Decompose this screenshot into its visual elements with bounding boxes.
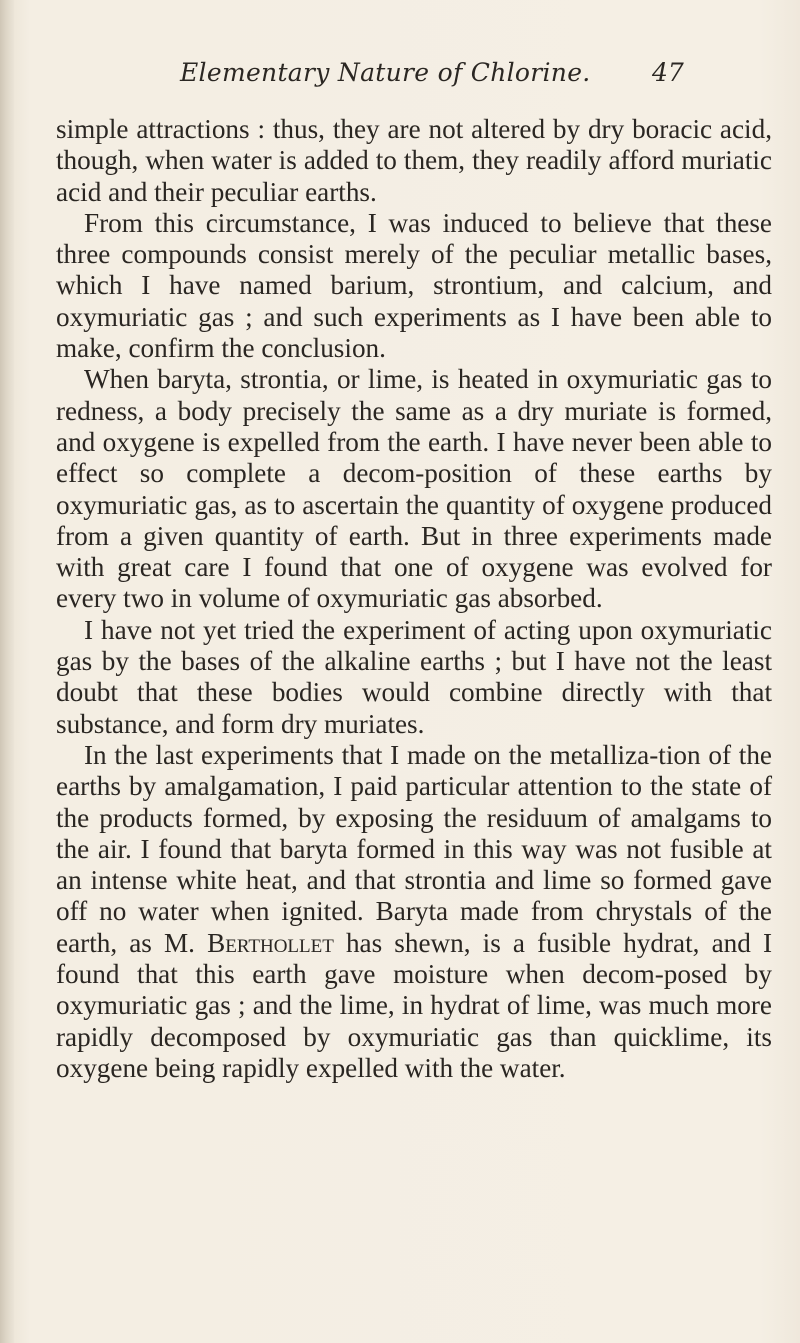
running-head — [0, 50, 800, 98]
page-number: 47 — [652, 58, 684, 87]
paragraph-2: From this circumstance, I was induced to believe that these three compounds consist merely of the peculiar metallic bases, which I have named barium, strontium, and calcium, and oxymuriatic gas ; and such experiments as I have been able to make, confirm the conclusion. — [56, 207, 772, 364]
paragraph-5-text-before: In the last experiments that I made on the metalliza-tion of the earths by amalgamation, I paid particular attention to the state of the products formed, by exposing the residuum of amalgams to the air. I found that baryta formed in this way was not fusible at an intense white heat, and that strontia and lime so formed gave off no water when ignited. Baryta made from chrystals of the earth, as M. — [56, 739, 772, 958]
paragraph-3: When baryta, strontia, or lime, is heated in oxymuriatic gas to redness, a body precisely the same as a dry muriate is formed, and oxygene is expelled from the earth. I have never been able to effect so complete a decom-position of these earths by oxymuriatic gas, as to ascertain the quantity of oxygene produced from a given quantity of earth. But in three experiments made with great care I found that one of oxygene was evolved for every two in volume of oxymuriatic gas absorbed. — [56, 364, 772, 614]
paragraph-4: I have not yet tried the experiment of acting upon oxymuriatic gas by the bases of the alkaline earths ; but I have not the least doubt that these bodies would combine directly with that substance, and form dry muriates. — [56, 614, 772, 739]
page-gutter — [0, 0, 14, 1343]
author-name: Berthollet — [207, 927, 334, 958]
paragraph-5-text-after: has shewn, is a fusible hydrat, and I found that this earth gave moisture when decom-posed by oxymuriatic gas ; and the lime, in hydrat of lime, was much more rapidly decomposed by oxymuriatic gas than quicklime, its oxygene being rapidly expelled with the water. — [56, 927, 772, 1083]
paragraph-5 — [56, 740, 772, 1084]
paragraph-1: simple attractions : thus, they are not altered by dry boracic acid, though, when water is added to them, they readily afford muriatic acid and their peculiar earths. — [56, 114, 772, 207]
running-head-title: Elementary Nature of Chlorine. — [180, 58, 591, 87]
body-text — [56, 114, 772, 1084]
